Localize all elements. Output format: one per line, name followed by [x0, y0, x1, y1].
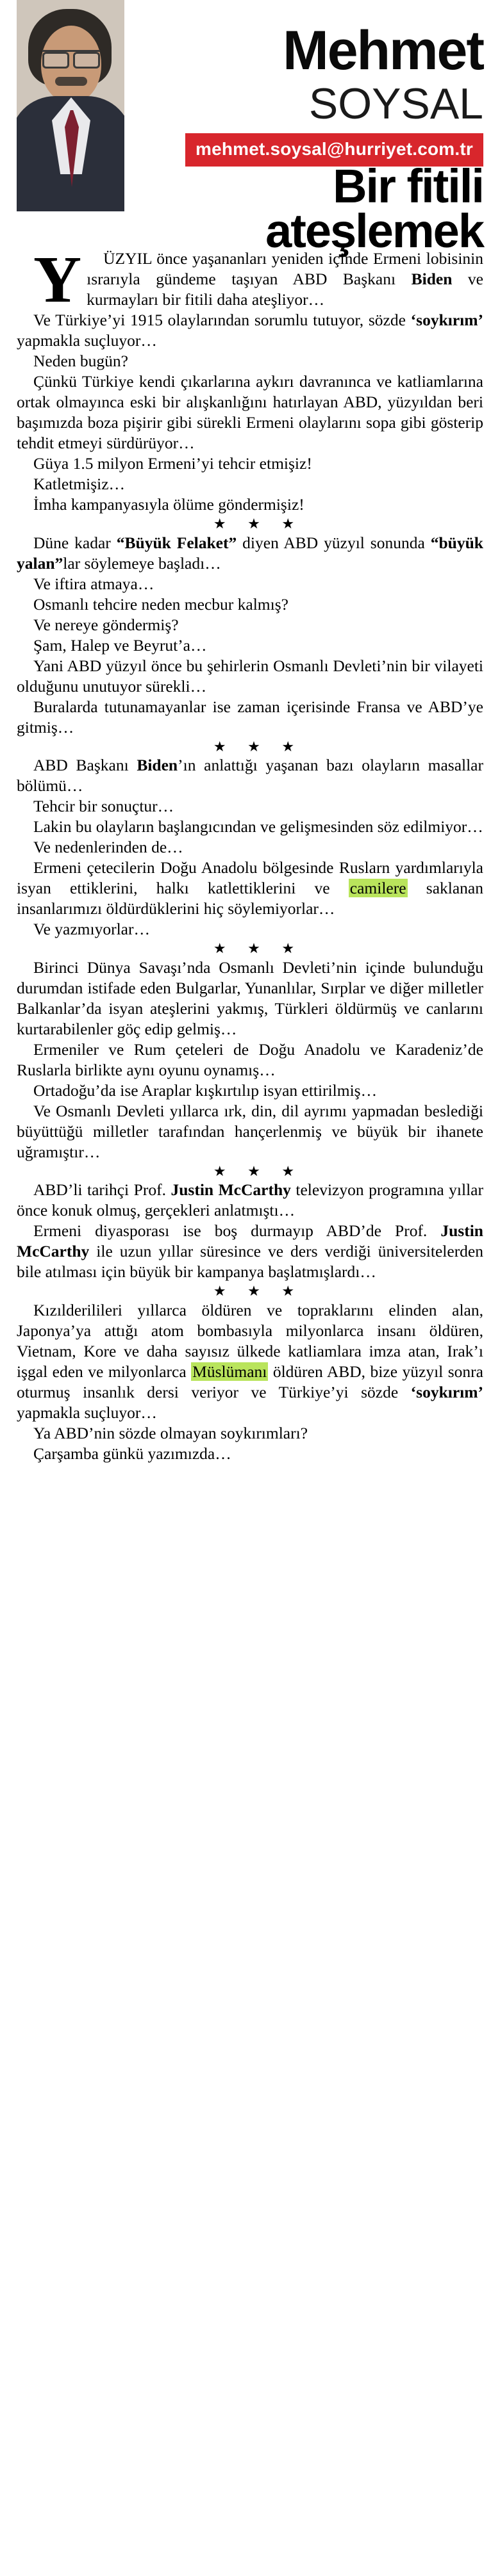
section-divider-stars: ★ ★ ★ — [213, 940, 304, 957]
article-paragraph: Ve Osmanlı Devleti yıllarca ırk, din, dil ayrımı yapmadan beslediği büyüttüğü milletler tarafından hançerlenmiş ve büyük bir ihanete uğramıştır… — [17, 1101, 483, 1161]
drop-cap: Y — [33, 243, 82, 316]
article-paragraph: Ya ABD’nin sözde olmayan soykırımları? — [33, 1424, 308, 1443]
author-portrait — [17, 0, 124, 211]
author-first-name: Mehmet — [283, 20, 483, 81]
author-last-name: SOYSAL — [308, 79, 483, 128]
article-paragraph: Osmanlı tehcire neden mecbur kalmış? — [33, 594, 288, 614]
section-divider-stars: ★ ★ ★ — [213, 1162, 304, 1179]
emphasis-text: ‘soykırım’ — [410, 1383, 483, 1402]
article-paragraph: Çarşamba günkü yazımızda… — [33, 1444, 231, 1463]
article-paragraph: Ve iftira atmaya… — [33, 574, 154, 593]
article-body — [17, 243, 483, 1464]
headline-text-2: ateşlemek — [265, 204, 483, 257]
article-paragraph: İmha kampanyasıyla ölüme göndermişiz! — [33, 495, 304, 514]
article-paragraph: Katletmişiz… — [33, 475, 126, 493]
portrait-mustache — [55, 77, 87, 86]
article-paragraph: Ve Türkiye’yi 1915 olaylarından sorumlu tutuyor, sözde ‘soykırım’ yapmakla suçluyor… — [17, 311, 483, 350]
article-paragraph: Yani ABD yüzyıl önce bu şehirlerin Osmanlı Devleti’nin bir vilayeti olduğunu unutuyor sürekli… — [17, 656, 483, 696]
page-title — [265, 159, 483, 257]
article-paragraph: Birinci Dünya Savaşı’nda Osmanlı Devleti’nin içinde bulunduğu durumdan istifade eden Bulgarlar, Yunanlılar, Sırplar ve diğer milletler Balkanlar’da isyan ateşlerini yakmış, Türkleri öldürmüş ve canlarını kurtarabilenler göç edip gelmiş… — [17, 958, 483, 1038]
article-paragraph: Lakin bu olayların başlangıcından ve gelişmesinden söz edilmiyor… — [33, 817, 483, 836]
article-paragraph: Y ÜZYIL önce yaşananları yeniden içinde Ermeni lobisinin ısrarıyla gündeme taşıyan ABD Başkanı Biden ve kurmayları bir fitili daha ateşliyor… — [17, 249, 483, 310]
emphasis-text: “Büyük Felaket” — [116, 533, 237, 552]
article-paragraph: ABD’li tarihçi Prof. Justin McCarthy televizyon programına yıllar önce konuk olmuş, gerçekleri anlatmıştı… — [17, 1180, 483, 1220]
article-paragraph: Ortadoğu’da ise Araplar kışkırtılıp isyan ettirilmiş… — [33, 1080, 378, 1100]
article-paragraph: Buralarda tutunamayanlar ise zaman içerisinde Fransa ve ABD’ye gitmiş… — [17, 697, 483, 737]
emphasis-text: “büyük yalan” — [17, 533, 483, 573]
emphasis-text: Biden — [411, 270, 453, 288]
article-paragraph: Çünkü Türkiye kendi çıkarlarına aykırı davranınca ve katliamlarına ortak olmayınca eski bir alışkanlığını hatırlayan ABD, yüzyıldan beri başımızda boza pişirir gibi sürekli Ermeni olaylarını sopa gibi gösterip tehdit etmeyi sürdürüyor… — [17, 372, 483, 452]
glasses-icon — [42, 50, 100, 66]
article-paragraph: Güya 1.5 milyon Ermeni’yi tehcir etmişiz! — [33, 454, 312, 473]
article-paragraph: Ermeniler ve Rum çeteleri de Doğu Anadolu ve Karadeniz’de Ruslarla birlikte aynı oyunu oynamış… — [17, 1039, 483, 1079]
article-paragraph: Ermeni diyasporası ise boş durmayıp ABD’de Prof. Justin McCarthy ile uzun yıllar süresince ve ders verdiği üniversitelerden bile atılması için büyük bir kampanya başlatmışlardı… — [17, 1221, 483, 1282]
headline-text-1: Bir fitili — [333, 159, 483, 213]
author-email-bar[interactable]: mehmet.soysal@hurriyet.com.tr — [185, 133, 483, 167]
emphasis-text: Justin McCarthy — [17, 1221, 483, 1261]
author-name-block — [283, 20, 483, 128]
article-paragraph: Neden bugün? — [33, 352, 128, 370]
section-divider-stars: ★ ★ ★ — [213, 516, 304, 532]
masthead — [17, 0, 483, 257]
section-divider-stars: ★ ★ ★ — [213, 1283, 304, 1300]
article-paragraph: Ermeni çetecilerin Doğu Anadolu bölgesinde Ruslarn yardımlarıyla isyan ettiklerini, halkı katlettiklerini ve camilere saklanan insanlarımızı öldürdüklerini hiç söylemiyorlar… — [17, 858, 483, 918]
highlighted-text: Müslümanı — [192, 1362, 267, 1382]
article-paragraph: Şam, Halep ve Beyrut’a… — [33, 635, 207, 655]
article-paragraph: Düne kadar “Büyük Felaket” diyen ABD yüzyıl sonunda “büyük yalan”lar söylemeye başladı… — [17, 533, 483, 573]
article-paragraph: ABD Başkanı Biden’ın anlattığı yaşanan bazı olayların masallar bölümü… — [17, 756, 483, 795]
emphasis-text: Biden — [137, 756, 178, 775]
section-divider-stars: ★ ★ ★ — [213, 738, 304, 754]
highlighted-text: camilere — [349, 879, 406, 898]
article-paragraph: Tehcir bir sonuçtur… — [33, 797, 174, 816]
article-paragraph: Ve nedenlerinden de… — [33, 838, 183, 857]
emphasis-text: ‘soykırım’ — [410, 311, 483, 329]
article-paragraph: Kızılderilileri yıllarca öldüren ve topraklarını elinden alan, Japonya’ya attığı atom bombasıyla milyonlarca insanı öldüren, Vietnam, Kore ve daha sayısız ülkede katliamlara imza atan, Irak’ı işgal eden ve milyonlarca Müslümanı öldüren ABD, bize yüzyıl sonra oturmuş insanlık dersi veriyor ve Türkiye’yi sözde ‘soykırım’ yapmakla suçluyor… — [17, 1301, 483, 1423]
article-paragraph: Ve yazmıyorlar… — [33, 920, 150, 939]
article-paragraph: Ve nereye göndermiş? — [33, 615, 179, 634]
emphasis-text: Justin McCarthy — [171, 1180, 291, 1200]
